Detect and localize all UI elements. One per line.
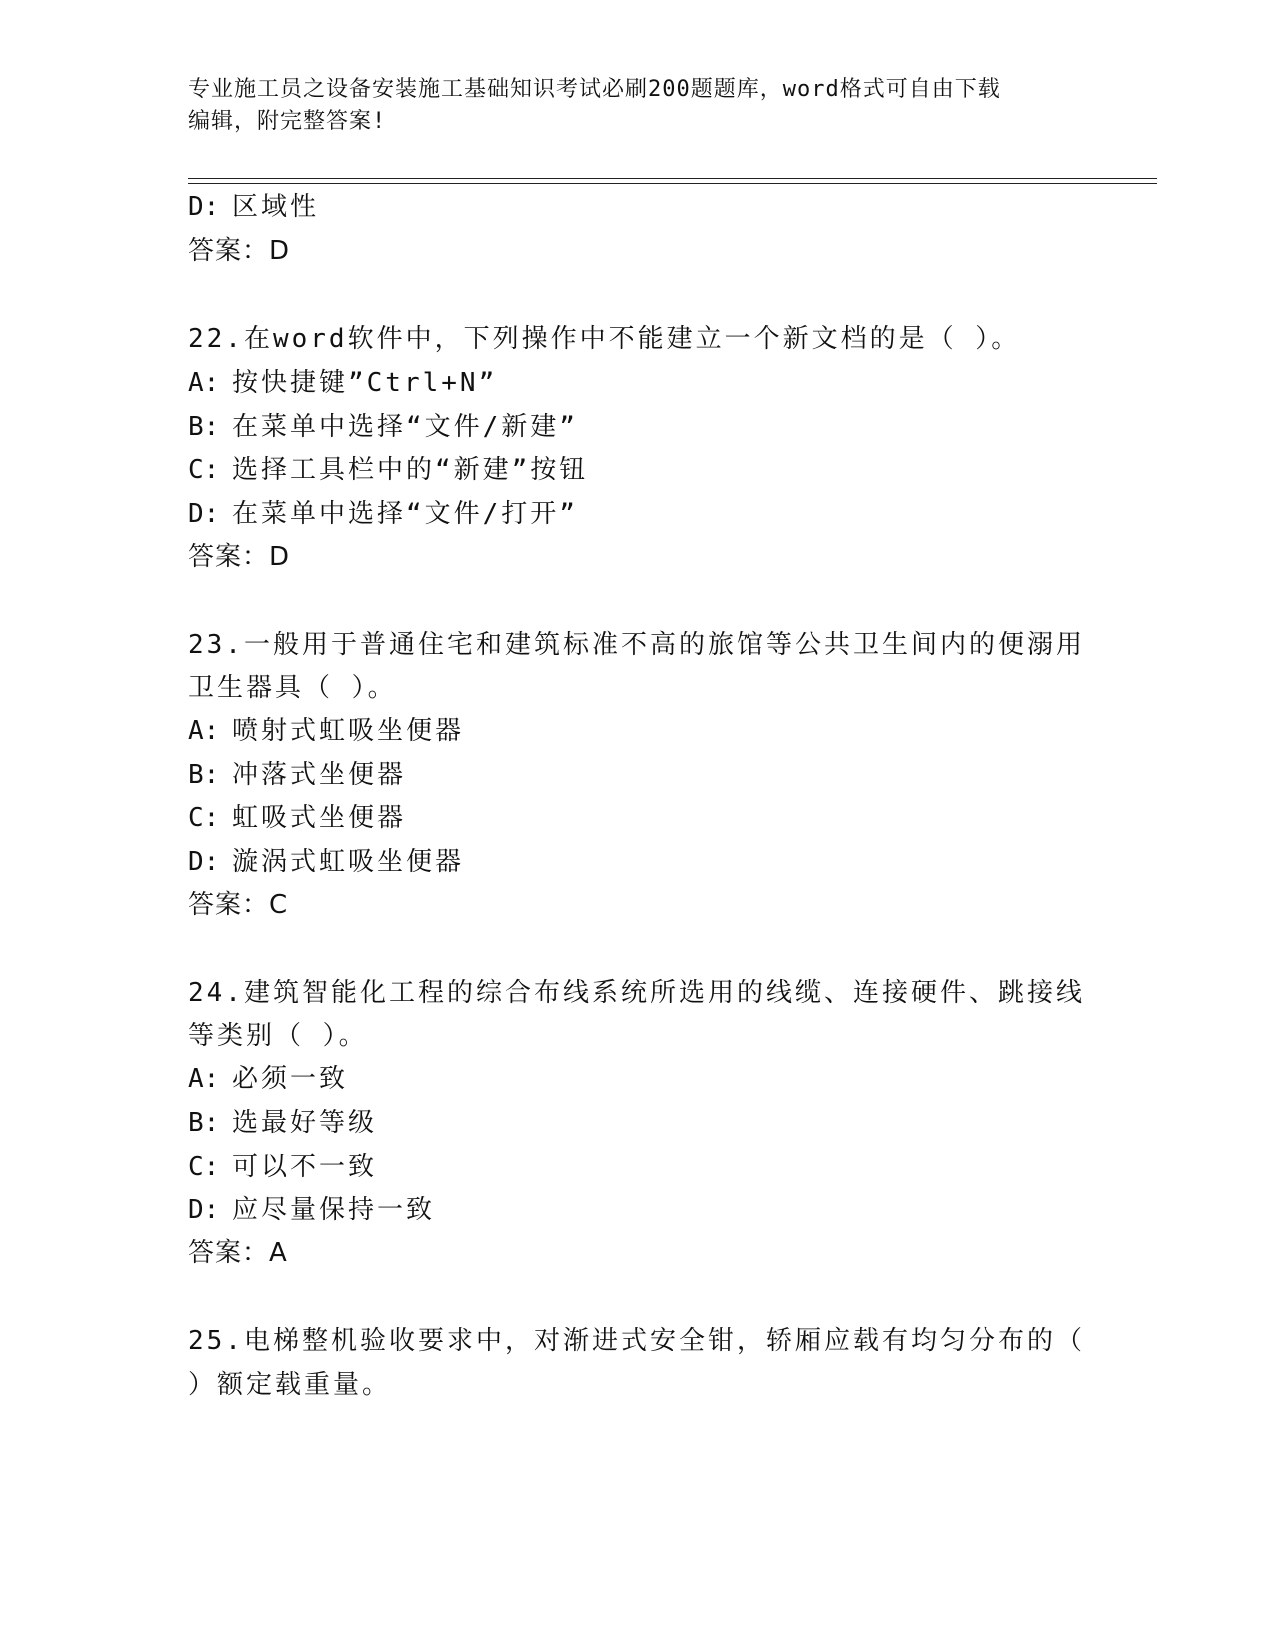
option-text: 可以不一致 [232, 1152, 378, 1182]
question-stem: 22.在word软件中，下列操作中不能建立一个新文档的是（ ）。 [188, 324, 1021, 354]
option-text: 按快捷键”Ctrl+N” [232, 368, 498, 398]
answer: 答案：D [188, 542, 291, 572]
option-letter: B: [188, 1108, 220, 1138]
option-letter: A: [188, 1064, 220, 1094]
header-divider-bottom [188, 183, 1157, 184]
option-c [188, 449, 588, 486]
option-d [188, 1189, 435, 1226]
option-letter: A: [188, 368, 220, 398]
header-divider-top [188, 178, 1157, 179]
question-stem-continued: 卫生器具（ ）。 [188, 673, 397, 703]
option-text: 在菜单中选择“文件/新建” [232, 412, 578, 442]
header-line-2: 编辑，附完整答案! [188, 109, 387, 134]
option-letter: D: [188, 1195, 220, 1225]
option-d [188, 186, 319, 223]
option-text: 冲落式坐便器 [232, 760, 407, 790]
option-letter: D: [188, 847, 220, 877]
question-stem: 25.电梯整机验收要求中，对渐进式安全钳，轿厢应载有均匀分布的（ [188, 1326, 1085, 1356]
option-text: 漩涡式虹吸坐便器 [232, 847, 465, 877]
option-letter: C: [188, 455, 220, 485]
option-b [188, 406, 578, 443]
question-stem: 24.建筑智能化工程的综合布线系统所选用的线缆、连接硬件、跳接线 [188, 978, 1085, 1008]
option-text: 区域性 [232, 192, 320, 222]
option-text: 选择工具栏中的“新建”按钮 [232, 455, 589, 485]
option-text: 必须一致 [232, 1064, 349, 1094]
option-text: 在菜单中选择“文件/打开” [232, 499, 578, 529]
question-stem-continued: ）额定载重量。 [188, 1370, 392, 1400]
option-d [188, 493, 578, 530]
option-text: 应尽量保持一致 [232, 1195, 436, 1225]
option-text: 喷射式虹吸坐便器 [232, 716, 465, 746]
option-a [188, 1058, 348, 1095]
option-text: 选最好等级 [232, 1108, 378, 1138]
option-d [188, 841, 464, 878]
option-text: 虹吸式坐便器 [232, 803, 407, 833]
option-b [188, 754, 406, 791]
answer: 答案：A [188, 1238, 288, 1268]
answer: 答案：D [188, 236, 291, 266]
option-letter: C: [188, 803, 220, 833]
document-header [188, 74, 1068, 138]
option-letter: D: [188, 499, 220, 529]
question-stem: 23.一般用于普通住宅和建筑标准不高的旅馆等公共卫生间内的便溺用 [188, 630, 1085, 660]
question-stem-continued: 等类别（ ）。 [188, 1021, 368, 1051]
answer: 答案：C [188, 890, 289, 920]
option-letter: B: [188, 412, 220, 442]
option-letter: D: [188, 192, 220, 222]
option-a [188, 710, 464, 747]
option-c [188, 797, 406, 834]
option-c [188, 1146, 377, 1183]
option-letter: B: [188, 760, 220, 790]
option-b [188, 1102, 377, 1139]
option-letter: A: [188, 716, 220, 746]
option-a [188, 362, 497, 399]
option-letter: C: [188, 1152, 220, 1182]
header-line-1: 专业施工员之设备安装施工基础知识考试必刷200题题库，word格式可自由下载 [188, 77, 1001, 102]
